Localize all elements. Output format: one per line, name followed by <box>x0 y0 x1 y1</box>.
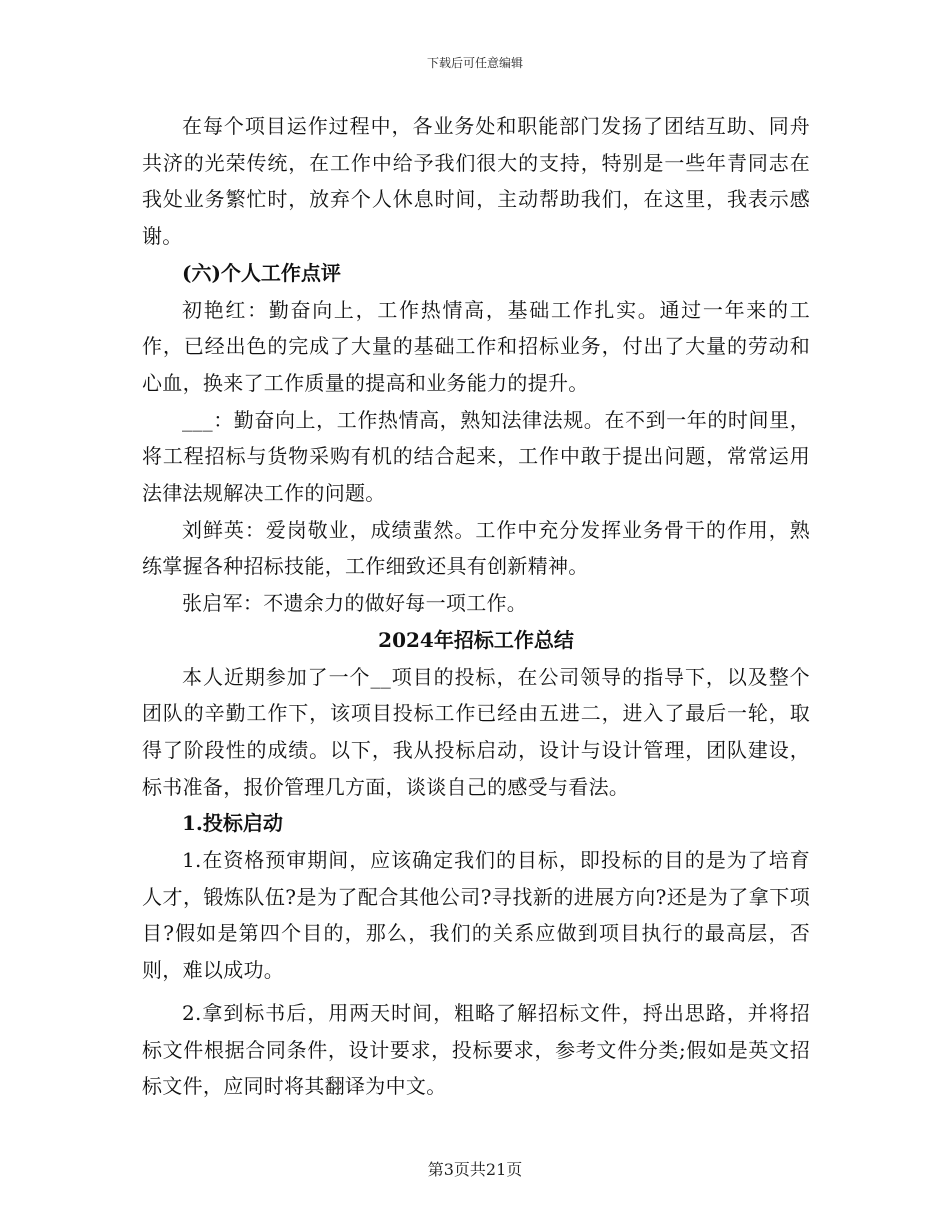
document-body <box>142 108 810 1105</box>
paragraph-thanks: 在每个项目运作过程中，各业务处和职能部门发扬了团结互助、同舟共济的光荣传统，在工作中给予我们很大的支持，特别是一些年青同志在我处业务繁忙时，放弃个人休息时间，主动帮助我们，在这里，我表示感谢。 <box>142 114 810 249</box>
paragraph-review-blank: ___：勤奋向上，工作热情高，熟知法律法规。在不到一年的时间里，将工程招标与货物采购有机的结合起来，工作中敢于提出问题，常常运用法律法规解决工作的问题。 <box>142 407 810 506</box>
section-heading-personal-review: (六)个人工作点评 <box>182 260 341 285</box>
document-title: 2024年招标工作总结 <box>378 627 574 652</box>
header-note: 下载后可任意编辑 <box>426 56 523 70</box>
paragraph-review-chu: 初艳红：勤奋向上，工作热情高，基础工作扎实。通过一年来的工作，已经出色的完成了大量的基础工作和招标业务，付出了大量的劳动和心血，换来了工作质量的提高和业务能力的提升。 <box>142 297 810 395</box>
paragraph-review-liu: 刘鲜英：爱岗敬业，成绩蜚然。工作中充分发挥业务骨干的作用，熟练掌握各种招标技能，工作细致还具有创新精神。 <box>142 517 810 579</box>
paragraph-point-1: 1.在资格预审期间，应该确定我们的目标，即投标的目的是为了培育人才，锻炼队伍?是为了配合其他公司?寻找新的进展方向?还是为了拿下项目?假如是第四个目的，那么，我们的关系应做到项目执行的最高层，否则，难以成功。 <box>142 848 810 983</box>
page-number: 第3页共21页 <box>427 1160 523 1179</box>
paragraph-review-zhang: 张启军：不遗余力的做好每一项工作。 <box>182 591 528 616</box>
paragraph-intro: 本人近期参加了一个__项目的投标，在公司领导的指导下，以及整个团队的辛勤工作下，该项目投标工作已经由五进二，进入了最后一轮，取得了阶段性的成绩。以下，我从投标启动，设计与设计管理，团队建设，标书准备，报价管理几方面，谈谈自己的感受与看法。 <box>142 664 810 799</box>
section-heading-bid-start: 1.投标启动 <box>182 811 283 836</box>
paragraph-point-2: 2.拿到标书后，用两天时间，粗略了解招标文件，捋出思路，并将招标文件根据合同条件，设计要求，投标要求，参考文件分类;假如是英文招标文件，应同时将其翻译为中文。 <box>142 1000 810 1099</box>
